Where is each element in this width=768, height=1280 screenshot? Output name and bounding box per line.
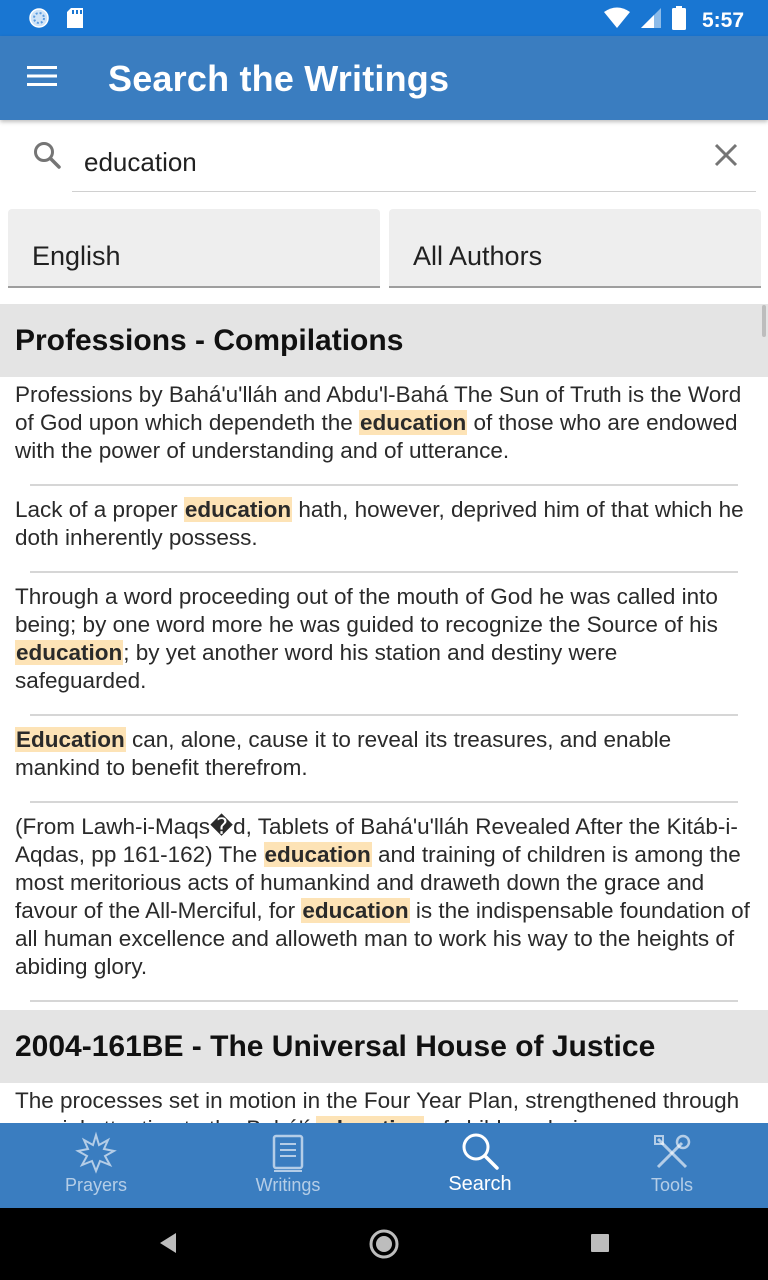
nav-prayers[interactable] (0, 1123, 192, 1208)
search-highlight: education (302, 898, 409, 923)
nav-label: Search (448, 1173, 512, 1195)
nav-label: Writings (255, 1175, 321, 1195)
divider (30, 801, 738, 803)
search-results[interactable] (0, 304, 768, 1123)
nav-tools[interactable] (576, 1123, 768, 1208)
bottom-navigation (0, 1123, 768, 1208)
sd-card-icon (66, 7, 84, 34)
divider (30, 484, 738, 486)
status-bar (0, 0, 768, 36)
signal-icon (640, 7, 662, 34)
result-item[interactable]: Education can, alone, cause it to reveal its treasures, and enable mankind to benefit therefrom. (15, 727, 672, 780)
system-navigation-bar (0, 1208, 768, 1280)
home-circle-icon (368, 1247, 400, 1264)
section-title: 2004-161BE - The Universal House of Justice (15, 1030, 656, 1063)
page-title: Search the Writings (108, 58, 450, 99)
recents-button[interactable] (589, 1232, 611, 1259)
nav-search[interactable] (384, 1123, 576, 1208)
hamburger-menu-icon (27, 65, 57, 92)
search-input[interactable] (72, 134, 756, 192)
search-highlight: education (184, 497, 292, 522)
search-icon (460, 1131, 500, 1176)
nav-writings[interactable] (192, 1123, 384, 1208)
clear-search-button[interactable] (708, 136, 744, 179)
tools-icon (652, 1133, 692, 1178)
result-item[interactable]: Through a word proceeding out of the mouth of God he was called into being; by one word more he was guided to recognize the Source of his education; by yet another word his station and destiny were safeguarded. (15, 584, 718, 693)
result-item[interactable]: (From Lawh-i-Maqs�d, Tablets of Bahá'u'lláh Revealed After the Kitáb-i-Aqdas, pp 161-162) The education and training of children is among the most meritorious acts of humankind and draweth down the grace and favour of the All-Merciful, for education is the indispensable foundation of all human excellence and alloweth man to work his way to the heights of abiding glory. (15, 814, 750, 979)
wifi-icon (604, 7, 630, 34)
notification-icon (28, 7, 50, 34)
result-item[interactable]: Lack of a proper education hath, however, deprived him of that which he doth inherently possess. (15, 497, 744, 550)
close-icon (708, 161, 744, 178)
search-highlight: Education (16, 727, 125, 752)
app-bar (0, 36, 768, 120)
section-header (0, 304, 768, 377)
nav-label: Prayers (64, 1175, 127, 1195)
author-select[interactable] (389, 209, 761, 288)
result-item[interactable]: Professions by Bahá'u'lláh and Abdu'l-Bahá The Sun of Truth is the Word of God upon which dependeth the education of those who are endowed with the power of understanding and of utterance. (15, 382, 742, 463)
back-button[interactable] (156, 1230, 180, 1261)
scrollbar[interactable] (762, 305, 766, 337)
author-select-value: All Authors (413, 241, 543, 271)
search-bar (0, 120, 768, 198)
back-triangle-icon (156, 1243, 180, 1260)
search-highlight: education (16, 640, 123, 665)
language-select-value: English (32, 241, 121, 271)
recents-square-icon (589, 1241, 611, 1258)
search-highlight: education (264, 842, 371, 867)
menu-button[interactable] (22, 58, 62, 98)
search-icon (32, 140, 62, 175)
result-item[interactable]: The processes set in motion in the Four Year Plan, strengthened through (0, 1087, 768, 1143)
battery-icon (672, 6, 686, 35)
nav-label: Tools (650, 1175, 694, 1195)
divider (30, 1000, 738, 1002)
home-button[interactable] (368, 1228, 400, 1265)
section-title: Professions - Compilations (15, 324, 404, 357)
section-header (0, 1010, 768, 1083)
book-icon (270, 1133, 306, 1178)
divider (30, 571, 738, 573)
prayer-star-icon (76, 1133, 116, 1178)
language-select[interactable] (8, 209, 380, 288)
search-highlight: education (360, 410, 467, 435)
status-time: 5:57 (701, 8, 744, 32)
divider (30, 714, 738, 716)
